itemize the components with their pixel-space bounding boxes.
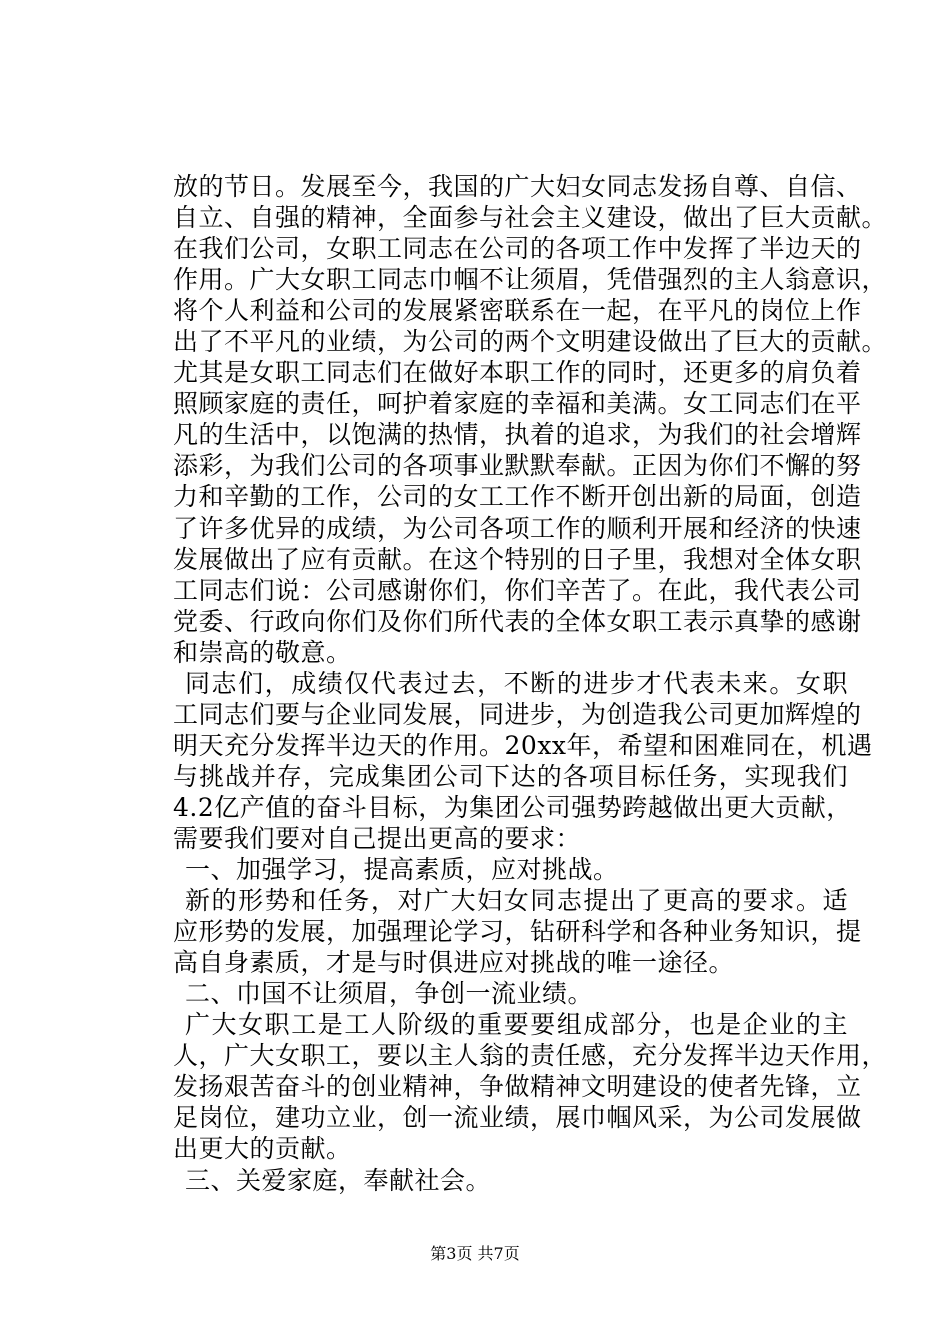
section-heading: 三、关爱家庭，奉献社会。 [185,1165,492,1195]
page-number-footer: 第3页 共7页 [430,1244,520,1263]
text-line: 尤其是女职工同志们在做好本职工作的同时，还更多的肩负着 [173,358,862,388]
text-line: 力和辛勤的工作，公司的女工工作不断开创出新的局面，创造 [173,482,862,512]
text-line: 照顾家庭的责任，呵护着家庭的幸福和美满。女工同志们在平 [173,389,862,419]
text-line: 将个人利益和公司的发展紧密联系在一起，在平凡的岗位上作 [173,296,862,326]
paragraph-first-line: 新的形势和任务，对广大妇女同志提出了更高的要求。适 [185,886,848,916]
paragraph-first-line: 同志们，成绩仅代表过去，不断的进步才代表未来。女职 [185,668,848,698]
text-line: 发展做出了应有贡献。在这个特别的日子里，我想对全体女职 [173,544,862,574]
section-heading: 一、加强学习，提高素质，应对挑战。 [185,855,619,885]
paragraph-first-line: 广大女职工是工人阶级的重要要组成部分，也是企业的主 [185,1010,848,1040]
text-line: 工同志们要与企业同发展，同进步，为创造我公司更加辉煌的 [173,699,862,729]
text-line: 需要我们要对自己提出更高的要求： [173,823,582,853]
text-line: 党委、行政向你们及你们所代表的全体女职工表示真挚的感谢 [173,606,862,636]
text-line: 了许多优异的成绩，为公司各项工作的顺利开展和经济的快速 [173,513,862,543]
text-line: 工同志们说：公司感谢你们，你们辛苦了。在此，我代表公司 [173,575,862,605]
text-line: 出更大的贡献。 [173,1134,352,1164]
section-heading: 二、巾国不让须眉，争创一流业绩。 [185,979,594,1009]
text-line: 高自身素质，才是与时俱进应对挑战的唯一途径。 [173,948,735,978]
text-line: 足岗位，建功立业，创一流业绩，展巾帼风采，为公司发展做 [173,1103,862,1133]
text-line: 作用。广大女职工同志巾帼不让须眉，凭借强烈的主人翁意识， [173,265,888,295]
text-line: 应形势的发展，加强理论学习，钻研科学和各种业务知识，提 [173,917,862,947]
text-line: 在我们公司，女职工同志在公司的各项工作中发挥了半边天的 [173,234,862,264]
text-line: 与挑战并存，完成集团公司下达的各项目标任务，实现我们 [173,761,848,791]
text-line: 人，广大女职工，要以主人翁的责任感，充分发挥半边天作用， [173,1041,888,1071]
text-line: 添彩，为我们公司的各项事业默默奉献。正因为你们不懈的努 [173,451,862,481]
text-line: 出了不平凡的业绩，为公司的两个文明建设做出了巨大的贡献。 [173,327,888,357]
text-line: 凡的生活中，以饱满的热情，执着的追求，为我们的社会增辉 [173,420,862,450]
text-line: 和崇高的敬意。 [173,637,352,667]
document-body [173,171,888,1196]
text-line: 放的节日。发展至今，我国的广大妇女同志发扬自尊、自信、 [173,172,862,201]
text-line: 4.2亿产值的奋斗目标，为集团公司强势跨越做出更大贡献， [173,792,852,822]
text-line: 发扬艰苦奋斗的创业精神，争做精神文明建设的使者先锋，立 [173,1072,862,1102]
text-line: 自立、自强的精神，全面参与社会主义建设，做出了巨大贡献。 [173,203,888,233]
text-line: 明天充分发挥半边天的作用。20xx年，希望和困难同在，机遇 [173,730,873,760]
